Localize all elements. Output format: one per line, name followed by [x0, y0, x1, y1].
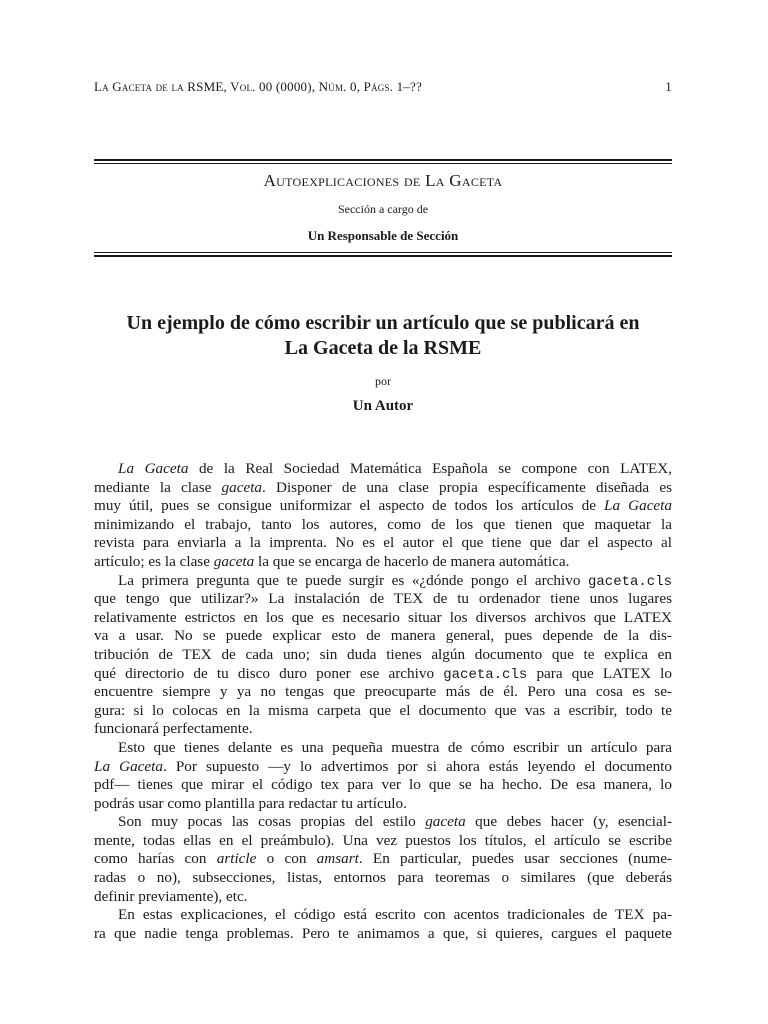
text-line: gura: si lo colocas en la misma carpeta que el documento que vas a escribir, todo te [94, 701, 672, 719]
section-rule-top-thick [94, 159, 672, 161]
paragraph-4 [94, 813, 672, 906]
text-line: La primera pregunta que te puede surgir es «¿dónde pongo el archivo gaceta.cls [118, 571, 672, 590]
text-line: mediante la clase gaceta. Disponer de una clase propia específicamente diseñada es [94, 478, 672, 496]
section-rule-bottom-thick [94, 255, 672, 257]
text-line: va a usar. No se puede explicar esto de manera general, pues depende de la dis- [94, 627, 672, 645]
section-title: Autoexplicaciones de La Gaceta [263, 171, 503, 190]
text-line: ra que nadie tenga problemas. Pero te animamos a que, si quieres, cargues el paquete [94, 924, 672, 942]
text-line: definir previamente), etc. [94, 887, 248, 905]
text-line: revista para enviarla a la imprenta. No es el autor el que tiene que dar el aspecto al [94, 534, 672, 552]
text-line: qué directorio de tu disco duro poner ese archivo gaceta.cls para que LATEX lo [94, 664, 672, 683]
paragraph-5 [94, 906, 672, 943]
text-line: funcionará perfectamente. [94, 720, 253, 738]
text-line: tribución de TEX de cada uno; sin duda tienes algún documento que te explica en [94, 645, 672, 663]
article-title-line-1: Un ejemplo de cómo escribir un artículo que se publicará en [126, 312, 640, 334]
article-title-line-2: La Gaceta de la RSME [284, 337, 482, 359]
article-title [94, 311, 672, 361]
paragraph-1 [94, 460, 672, 572]
text-line: Esto que tienes delante es una pequeña muestra de cómo escribir un artículo para [118, 738, 672, 756]
text-line: La Gaceta. Por supuesto —y lo advertimos por si ahora estás leyendo el documento [94, 757, 672, 775]
byline: por [375, 374, 391, 388]
paragraph-2 [94, 572, 672, 739]
text-line: que tengo que utilizar?» La instalación de TEX de tu ordenador tiene unos lugares [94, 590, 672, 608]
section-rule-top-thin [94, 163, 672, 164]
article-body [94, 460, 672, 943]
text-line: mente, todas ellas en el preámbulo). Una vez puestos los títulos, el artículo se escribe [94, 831, 672, 849]
paragraph-3 [94, 739, 672, 813]
text-line: relativamente estrictos en los que es necesario situar los diversos archivos que LATEX [94, 608, 672, 626]
text-line: minimizando el trabajo, tanto los autores, como de los que tienen que maquetar la [94, 515, 672, 533]
section-rule-bottom-thin [94, 252, 672, 253]
text-line: encuentre siempre y ya no tengas que preocuparte más de él. Pero una cosa es se- [94, 683, 672, 701]
page-number: 1 [665, 79, 672, 94]
text-line: La Gaceta de la Real Sociedad Matemática Española se compone con LATEX, [118, 460, 672, 477]
text-line: pdf— tienes que mirar el código tex para ver lo que se ha hecho. De esa manera, lo [94, 776, 672, 794]
text-line: como harías con article o con amsart. En particular, puedes usar secciones (nume- [94, 850, 672, 868]
text-line: artículo; es la clase gaceta la que se encarga de hacerlo de manera automática. [94, 552, 570, 570]
text-line: muy útil, pues se consigue uniformizar el aspecto de todos los artículos de La Gaceta [94, 497, 672, 515]
author-name: Un Autor [352, 398, 414, 414]
text-line: radas o no), subsecciones, listas, entornos para teoremas o similares (que deberás [94, 869, 672, 887]
running-title: La Gaceta de la RSME, Vol. 00 (0000), Núm. 0, Págs. 1–?? [94, 79, 422, 94]
section-subtitle: Sección a cargo de [337, 202, 429, 216]
text-line: podrás usar como plantilla para redactar tu artículo. [94, 794, 407, 812]
section-editor: Un Responsable de Sección [307, 228, 459, 243]
text-line: En estas explicaciones, el código está escrito con acentos tradicionales de TEX pa- [118, 906, 672, 924]
text-line: Son muy pocas las cosas propias del estilo gaceta que debes hacer (y, esencial- [118, 813, 672, 831]
